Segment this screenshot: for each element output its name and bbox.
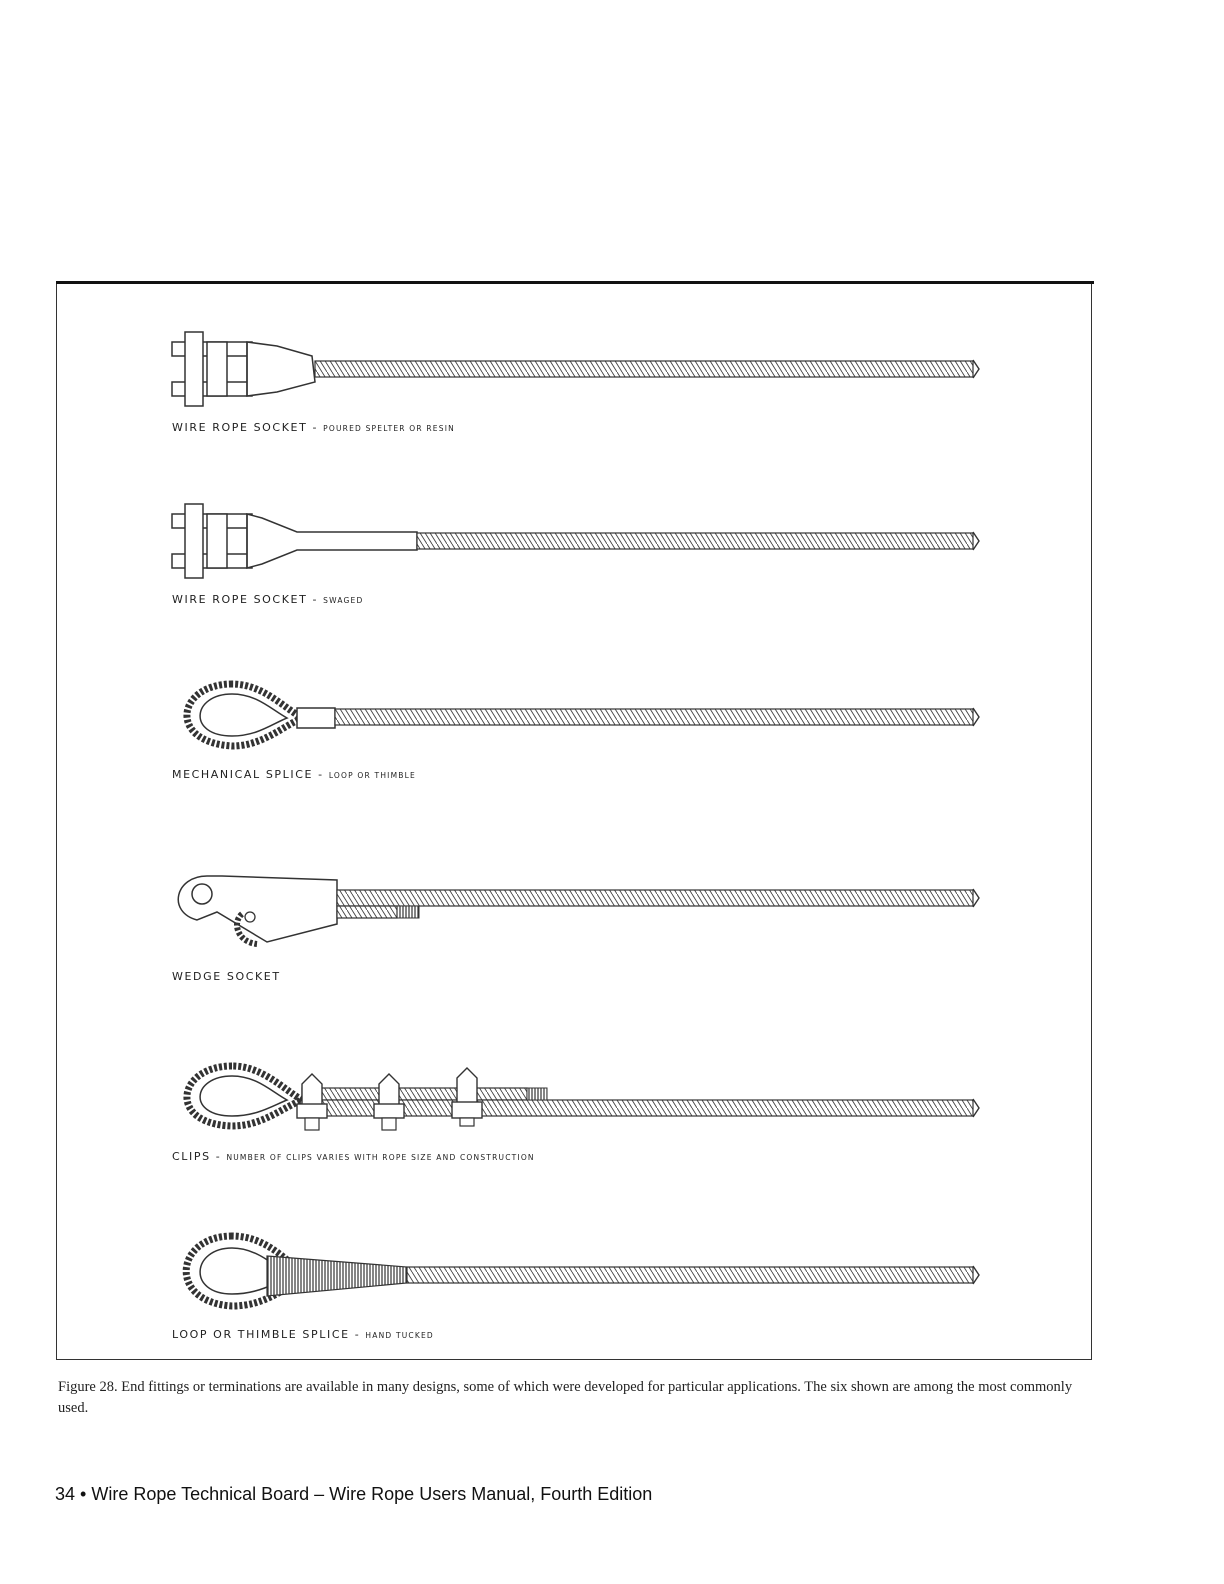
- fitting-label: [172, 421, 455, 434]
- fitting-note: SWAGED: [323, 596, 364, 605]
- fitting-name: WEDGE SOCKET: [172, 970, 281, 983]
- rope-clip-1: [297, 1074, 327, 1130]
- fitting-label: [172, 1328, 434, 1341]
- wire-rope-socket-swaged-illustration: [57, 496, 1093, 606]
- fitting-name: CLIPS: [172, 1150, 211, 1163]
- fitting-separator: -: [349, 1328, 366, 1341]
- wire-rope-socket-poured-illustration: [57, 324, 1093, 434]
- fitting-wire-rope-socket-swaged: [57, 496, 1093, 646]
- footer-bullet: •: [80, 1484, 87, 1504]
- fitting-label: [172, 970, 281, 983]
- fitting-note: POURED SPELTER OR RESIN: [323, 424, 455, 433]
- fitting-separator: -: [307, 593, 324, 606]
- fitting-clips: [57, 1044, 1093, 1194]
- fitting-name: WIRE ROPE SOCKET: [172, 421, 308, 434]
- fitting-note: HAND TUCKED: [365, 1331, 434, 1340]
- page-number: 34: [55, 1484, 76, 1504]
- page-footer: [55, 1484, 652, 1505]
- thimble-splice-illustration: [57, 1224, 1093, 1334]
- fitting-name: MECHANICAL SPLICE: [172, 768, 314, 781]
- rope-clip-2: [374, 1074, 404, 1130]
- fitting-mechanical-splice: [57, 672, 1093, 822]
- fitting-wire-rope-socket-poured: [57, 324, 1093, 474]
- fitting-wedge-socket: [57, 862, 1093, 1012]
- wedge-socket-illustration: [57, 862, 1093, 972]
- fitting-separator: -: [313, 768, 329, 781]
- fitting-label: [172, 1150, 535, 1163]
- fitting-label: [172, 768, 416, 781]
- fitting-note: NUMBER OF CLIPS VARIES WITH ROPE SIZE AND CONSTRUCTION: [226, 1153, 535, 1162]
- fitting-thimble-splice: [57, 1224, 1093, 1374]
- fitting-name: WIRE ROPE SOCKET: [172, 593, 308, 606]
- rope-clip-3: [452, 1068, 482, 1126]
- mechanical-splice-illustration: [57, 672, 1093, 782]
- fitting-label: [172, 593, 363, 606]
- fitting-name: LOOP OR THIMBLE SPLICE: [172, 1328, 350, 1341]
- figure-caption: Figure 28. End fittings or terminations are available in many designs, some of which were developed for particular applications. The six shown are among the most commonly used.: [58, 1379, 1073, 1416]
- clips-illustration: [57, 1044, 1093, 1154]
- fitting-separator: -: [210, 1150, 227, 1163]
- fitting-note: LOOP OR THIMBLE: [328, 771, 416, 780]
- fitting-separator: -: [307, 421, 324, 434]
- figure-28: [56, 284, 1092, 1360]
- footer-title: Wire Rope Technical Board – Wire Rope Users Manual, Fourth Edition: [91, 1484, 653, 1504]
